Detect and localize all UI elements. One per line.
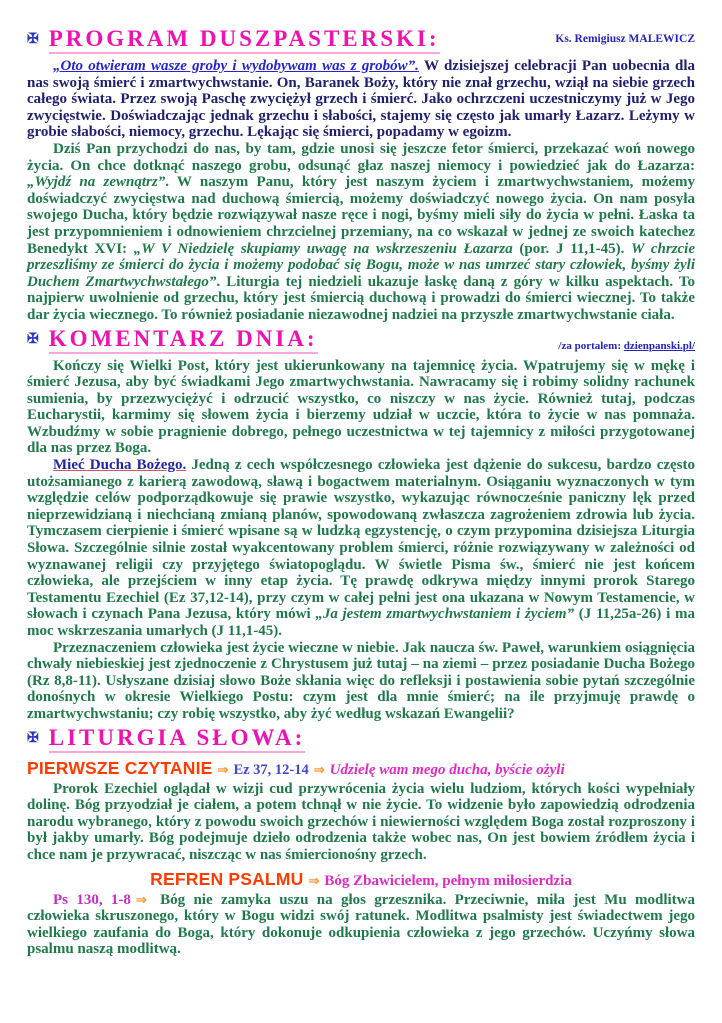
komentarz-paragraph-2 xyxy=(27,457,695,640)
program-paragraph-2-text: . Liturgia tej niedzieli ukazuje łaskę daną z góry w kilku aspektach. To najpierw uwolnienie od grzechu, który jest śmiercią duchową i prowadzi do śmierci wiecznej. To także dar życia wiecznego. To również posiadanie niezawodnej nadziei na przyszłe zmartwychwstanie ciała. xyxy=(27,273,695,323)
source-credit-prefix: /za portalem: xyxy=(558,339,624,352)
program-paragraph-2-text: Dziś Pan przychodzi do nas, by tam, gdzie unosi się jeszcze fetor śmierci, przekazać woń nowego życia. On chce dotknąć naszego grobu, odsunąć głaz naszej niemocy i powiedzieć jak do Łazarza: xyxy=(27,140,695,174)
maltese-cross-icon: ✠ xyxy=(27,32,39,47)
program-heading-row xyxy=(27,26,695,54)
komentarz-paragraph-1: Kończy się Wielki Post, który jest ukierunkowany na tajemnicę życia. Wpatrujemy się w mękę i śmierć Jezusa, aby być świadkami Jego zmartwychwstania. Nawracamy się i robimy solidny rachunek sumienia, by przezwyciężyć i odrzucić wszystko, co niszczy w nas życie. Również tutaj, podczas Eucharystii, karmimy się słowem życia i bierzemy udział w uczcie, która to życie w nas pomnaża. Wzbudźmy w sobie pragnienie dobrego, pełnego uczestnictwa w tej tajemnicy z miłości przygotowanej dla nas przez Boga. xyxy=(27,357,695,457)
author-credit: Ks. Remigiusz MALEWICZ xyxy=(555,33,695,45)
program-heading xyxy=(27,26,440,54)
pierwsze-czytanie-label: PIERWSZE CZYTANIE xyxy=(27,757,213,778)
program-title: PROGRAM DUSZPASTERSKI: xyxy=(49,26,440,54)
benedict-quote-part1: „W V Niedzielę skupiamy uwagę na wskrzeszeniu Łazarza xyxy=(133,240,520,257)
refren-psalmu-row xyxy=(27,869,695,890)
komentarz-heading xyxy=(27,326,318,354)
arrow-icon: ⇒ xyxy=(217,761,229,777)
program-paragraph-2-text: . W naszym Panu, który jest naszym życiem i zmartwychwstaniem, możemy doświadczyć zwycięstwa nad duchową śmiercią, możemy doświadczyć nowego życia. On nam posyła swojego Ducha, który będzie rozwiązywał nasze ręce i nogi, byśmy mieli siły do życia w pełni. Łaska ta jest przypomnieniem i odnowieniem chrzcielnej przemiany, na co wskazał w jednej ze swoich katechez Benedykt XVI: xyxy=(27,174,695,257)
arrow-icon: ⇒ xyxy=(135,891,147,907)
reading-title: Udzielę wam mego ducha, byście ożyli xyxy=(329,761,565,778)
reading-reference: Ez 37, 12-14 xyxy=(233,761,309,778)
komentarz-paragraph-3: Przeznaczeniem człowieka jest życie wieczne w niebie. Jak naucza św. Paweł, warunkiem osiągnięcia chwały niebieskiej jest zjednoczenie z Chrystusem już tutaj – na ziemi – przez posiadanie Ducha Bożego (Rz 8,8-11). Usłyszane dzisiaj słowo Boże skłania więc do refleksji i postawienia sobie pytań szczególnie donośnych w okresie Wielkiego Postu: czym jest dla mnie śmierć; na ile przyjmuję prawdę o zmartwychwstaniu; czy robię wszystko, aby żyć według wskazań Ewangelii? xyxy=(27,639,695,722)
liturgia-heading xyxy=(27,725,305,753)
source-portal-link[interactable]: dzienpanski.pl/ xyxy=(623,339,695,352)
komentarz-title: KOMENTARZ DNIA: xyxy=(49,326,318,354)
source-credit xyxy=(558,340,695,352)
pierwsze-czytanie-row xyxy=(27,758,695,779)
refren-title: Bóg Zbawicielem, pełnym miłosierdzia xyxy=(324,872,572,889)
program-paragraph-1 xyxy=(27,58,695,141)
scripture-reference: (por. J 11,1-45). xyxy=(519,240,632,257)
arrow-icon: ⇒ xyxy=(313,761,325,777)
opening-quote: „Oto otwieram wasze groby i wydobywam was z grobów”. xyxy=(53,58,419,74)
liturgia-title: LITURGIA SŁOWA: xyxy=(49,725,306,753)
komentarz-heading-row xyxy=(27,326,695,354)
komentarz-paragraph-2-text: Jedną z cech współczesnego człowieka jest dążenie do sukcesu, bardzo często utożsamianego z karierą zawodową, sławą i bogactwem materialnym. Osiąganiu wyznaczonych w tym względzie celów podporządkowuje się prawie wszystko, wykazując równocześnie paniczny lęk przed nieprzewidzianą i niechcianą zmianą planów, spowodowaną zwłaszcza zagrożeniem zdrowia lub życia. Tymczasem cierpienie i śmierć wpisane są w ludzką egzystencję, o czym przypomina dzisiejsza Liturgia Słowa. Szczególnie silnie został wyakcentowany problem śmierci, różnie rozwiązywany w zależności od wyznawanej religii czy przyjętego światopoglądu. W świetle Pisma św., śmierć nie jest końcem człowieka, ale przejściem w inny etap życia. Tę prawdę odkrywa między innymi prorok Starego Testamentu Ezechiel (Ez 37,12-14), przy czym w całej pełni jest ona ukazana w Nowym Testamencie, w słowach i czynach Pana Jezusa, który mówi xyxy=(27,457,696,623)
liturgia-heading-row xyxy=(27,725,695,753)
miec-ducha-bozego-lead: Mieć Ducha Bożego. xyxy=(53,457,187,474)
komentarz-paragraph-2-text: (J 11,25a-26) i ma moc wskrzeszania umarłych (J 11,1-45). xyxy=(27,606,695,639)
inline-quote-wyjdz: „Wyjdź na zewnątrz” xyxy=(27,174,166,191)
maltese-cross-icon: ✠ xyxy=(27,730,39,746)
benedict-quote-part2: W chrzcie przeszliśmy ze śmierci do życia i możemy podobać się Bogu, może w nas umrzeć stary człowiek, byśmy żyli Duchem Zmartwychwstałego” xyxy=(27,240,696,290)
program-paragraph-1-text: W dzisiejszej celebracji Pan uobecnia dla nas swoją śmierć i zmartwychwstanie. On, Baranek Boży, który nie znał grzechu, wziął na siebie grzech całego świata. Przez swoją Paschę zwyciężył grzech i śmierć. Jako ochrzczeni uczestniczymy już w Jego zwycięstwie. Doświadczając jednak grzechu i słabości, stajemy się często jak umarły Łazarz. Leżymy w grobie słabości, niemocy, grzechu. Lękając się śmierci, popadamy w egoizm. xyxy=(27,58,695,141)
psalm-paragraph xyxy=(27,892,695,958)
pierwsze-czytanie-commentary: Prorok Ezechiel oglądał w wizji cud przywrócenia życia wielu ludziom, których kości wypełniały dolinę. Bóg przyodział je ciałem, a potem tchnął w nie życie. To widzenie było zapowiedzią odrodzenia narodu wybranego, który z powodu swoich grzechów i niewierności względem Boga został rozproszony i był jakby umarły. Bóg podejmuje dzieło odrodzenia także wobec nas, On jest bowiem źródłem życia i chce nam je przywracać, niszcząc w nas śmiercionośny grzech. xyxy=(27,780,695,863)
refren-psalmu-label: REFREN PSALMU xyxy=(150,868,304,889)
arrow-icon: ⇒ xyxy=(308,872,320,888)
jesus-quote: „Ja jestem zmartwychwstaniem i życiem” xyxy=(315,606,575,623)
psalm-reference: Ps 130, 1-8 xyxy=(53,891,131,908)
psalm-commentary-text: Bóg nie zamyka uszu na głos grzesznika. Przeciwnie, miła jest Mu modlitwa człowieka skruszonego, który w Bogu widzi swój ratunek. Modlitwa psalmisty jest świadectwem jego wielkiego zaufania do Boga, który dokonuje odkupienia człowieka z jego grzechów. Uczyńmy słowa psalmu naszą modlitwą. xyxy=(27,891,696,958)
program-paragraph-2 xyxy=(27,141,695,324)
maltese-cross-icon: ✠ xyxy=(27,331,39,347)
